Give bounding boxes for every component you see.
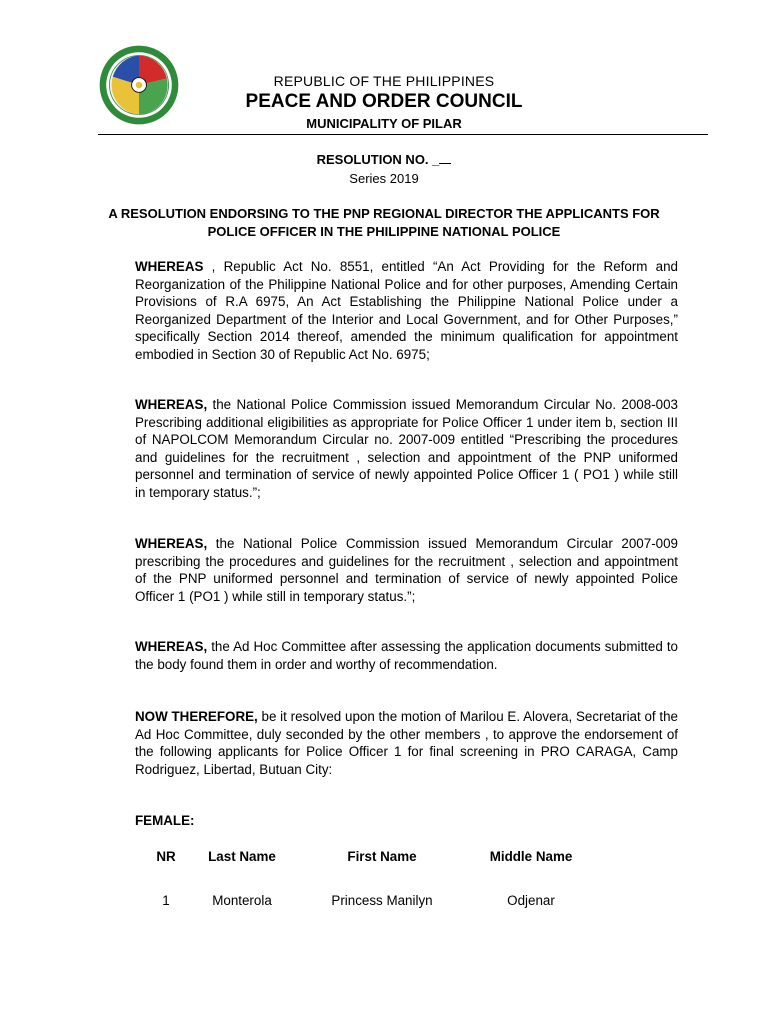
applicant-nr: 1 xyxy=(162,892,170,908)
applicants-table xyxy=(140,845,590,911)
section-label-female: FEMALE: xyxy=(135,813,195,828)
council-heading: PEACE AND ORDER COUNCIL xyxy=(245,91,523,112)
municipality-heading: MUNICIPALITY OF PILAR xyxy=(306,116,462,131)
table-row xyxy=(140,889,590,911)
resolution-series: Series 2019 xyxy=(349,171,419,186)
resolution-paragraph: NOW THEREFORE, be it resolved upon the motion of Marilou E. Alovera, Secretariat of the Ad Hoc Committee, duly seconded by the other members , to approve the endorsement of the following applicants for Police Officer 1 for final screening in PRO CARAGA, Camp Rodriguez, Libertad, Butuan City: xyxy=(135,709,678,777)
whereas-paragraph-4: WHEREAS, the Ad Hoc Committee after assessing the application documents submitted to the body found them in order and worthy of recommendation. xyxy=(135,639,678,672)
table-header-row xyxy=(140,845,590,867)
applicant-middle-name: Odjenar xyxy=(507,892,555,908)
whereas-paragraph-2: WHEREAS, the National Police Commission issued Memorandum Circular No. 2008-003 Prescribing additional eligibilities as appropriate for Police Officer 1 under item b, section III of NAPOLCOM Memorandum Circular no. 2007-009 entitled “Prescribing the procedures and guidelines for the recruitment , selection and appointment of the PNP uniformed personnel and termination of service of newly appointed Police Officer 1 ( PO1 ) while still in temporary status.”; xyxy=(135,397,678,500)
republic-heading: REPUBLIC OF THE PHILIPPINES xyxy=(273,73,495,89)
resolution-title: A RESOLUTION ENDORSING TO THE PNP REGIONAL DIRECTOR THE APPLICANTS FOR POLICE OFFICER IN THE PHILIPPINE NATIONAL POLICE xyxy=(108,206,660,239)
column-header-middle-name: Middle Name xyxy=(489,848,573,864)
header-divider xyxy=(98,134,708,135)
resolution-number: RESOLUTION NO. _ xyxy=(0,152,768,167)
applicant-last-name: Monterola xyxy=(212,892,272,908)
whereas-paragraph-3: WHEREAS, the National Police Commission issued Memorandum Circular 2007-009 prescribing the procedures and guidelines for the recruitment , selection and appointment of the PNP uniformed personnel and termination of service of newly appointed Police Officer 1 (PO1 ) while still in temporary status.”; xyxy=(135,536,678,604)
whereas-paragraph-1: WHEREAS , Republic Act No. 8551, entitled “An Act Providing for the Reform and Reorganization of the Philippine National Police and for other purposes, Amending Certain Provisions of R.A 6975, An Act Establishing the Philippine National Police under a Reorganized Department of the Interior and Local Government, and for Other Purposes,” specifically Section 2014 thereof, amended the minimum qualification for appointment embodied in Section 30 of Republic Act No. 6975; xyxy=(135,259,678,362)
column-header-last-name: Last Name xyxy=(208,848,276,864)
applicant-first-name: Princess Manilyn xyxy=(331,892,433,908)
column-header-nr: NR xyxy=(156,848,176,864)
column-header-first-name: First Name xyxy=(347,848,417,864)
